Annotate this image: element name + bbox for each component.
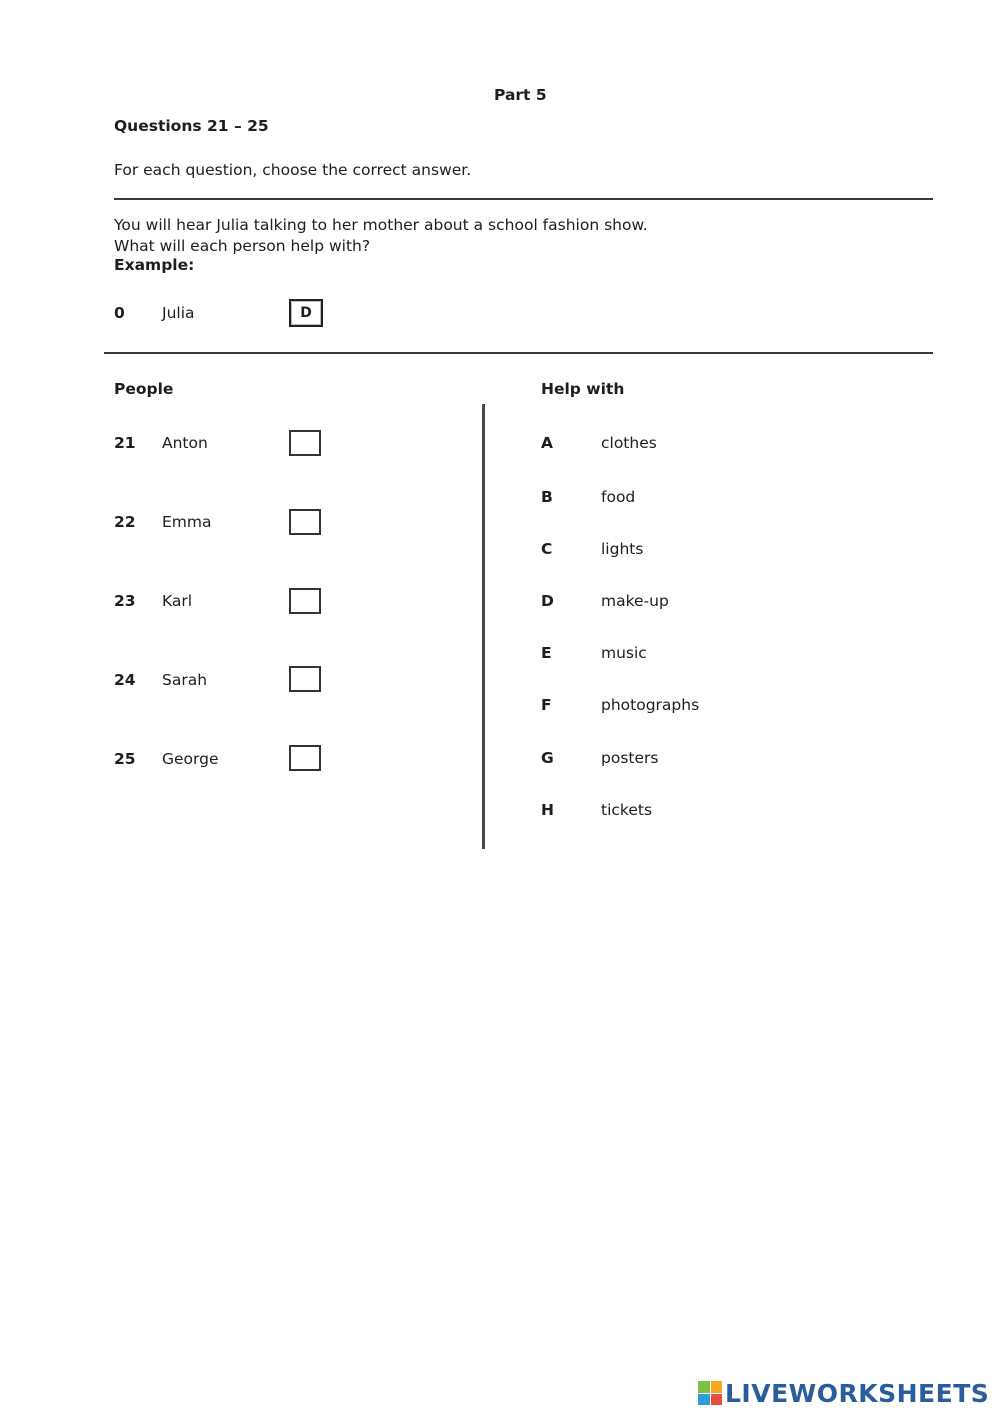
section-divider xyxy=(104,352,933,354)
option-text: lights xyxy=(601,540,644,558)
person-name: Karl xyxy=(162,592,193,610)
top-divider xyxy=(114,198,933,200)
option-text: food xyxy=(601,488,636,506)
option-text: tickets xyxy=(601,801,653,819)
person-name: Sarah xyxy=(162,671,208,689)
person-name: Emma xyxy=(162,513,212,531)
part-title: Part 5 xyxy=(494,86,547,104)
questions-range: Questions 21 – 25 xyxy=(114,117,269,135)
help-heading: Help with xyxy=(541,380,625,398)
liveworksheets-logo[interactable] xyxy=(698,1380,989,1406)
option-letter: H xyxy=(541,801,554,819)
answer-box-25[interactable] xyxy=(289,745,321,771)
option-letter: E xyxy=(541,644,552,662)
logo-square xyxy=(698,1394,710,1406)
option-text: music xyxy=(601,644,647,662)
example-label: Example: xyxy=(114,256,195,274)
question-number: 25 xyxy=(114,750,136,768)
logo-square xyxy=(698,1381,710,1393)
option-letter: D xyxy=(541,592,554,610)
logo-mark-icon xyxy=(698,1381,722,1405)
answer-box-21[interactable] xyxy=(289,430,321,456)
option-letter: F xyxy=(541,696,552,714)
option-letter: G xyxy=(541,749,554,767)
question-number: 22 xyxy=(114,513,136,531)
option-letter: B xyxy=(541,488,553,506)
intro-line-1: You will hear Julia talking to her mother about a school fashion show. xyxy=(114,216,648,234)
answer-box-22[interactable] xyxy=(289,509,321,535)
person-name: Anton xyxy=(162,434,208,452)
logo-square xyxy=(711,1394,723,1406)
column-divider xyxy=(482,404,485,849)
example-name: Julia xyxy=(162,304,195,322)
intro-line-2: What will each person help with? xyxy=(114,237,371,255)
answer-box-24[interactable] xyxy=(289,666,321,692)
person-name: George xyxy=(162,750,219,768)
logo-text: LIVEWORKSHEETS xyxy=(725,1378,990,1408)
option-letter: C xyxy=(541,540,553,558)
question-number: 24 xyxy=(114,671,136,689)
question-number: 23 xyxy=(114,592,136,610)
option-letter: A xyxy=(541,434,553,452)
answer-box-23[interactable] xyxy=(289,588,321,614)
option-text: make-up xyxy=(601,592,669,610)
example-answer-box: D xyxy=(289,299,323,327)
example-number: 0 xyxy=(114,304,125,322)
instruction-text: For each question, choose the correct answer. xyxy=(114,161,472,179)
option-text: clothes xyxy=(601,434,657,452)
logo-square xyxy=(711,1381,723,1393)
option-text: posters xyxy=(601,749,659,767)
question-number: 21 xyxy=(114,434,136,452)
people-heading: People xyxy=(114,380,174,398)
option-text: photographs xyxy=(601,696,700,714)
